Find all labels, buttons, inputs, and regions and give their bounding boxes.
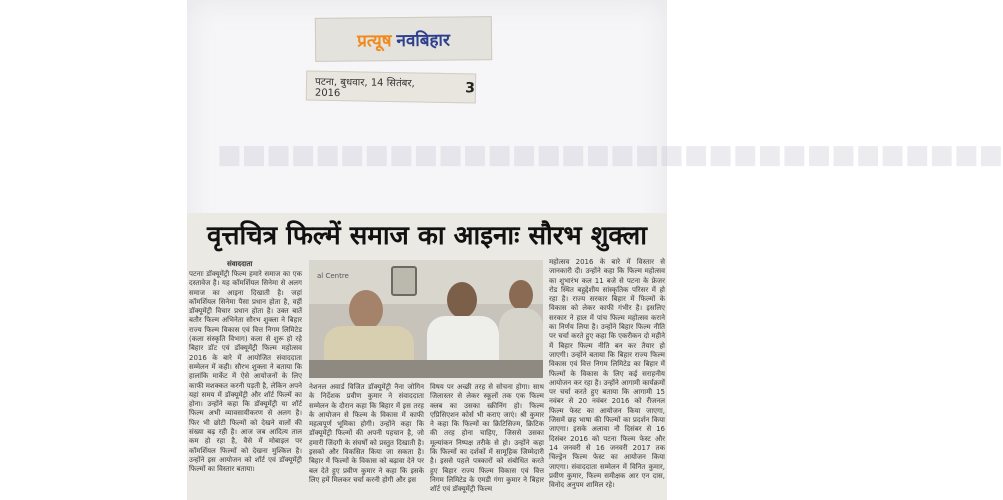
dateline-text: पटना, बुधवार, 14 सितंबर, 2016 xyxy=(314,76,415,99)
article-column-1: पटनाः डॉक्यूमेंट्री फिल्म हमारे समाज का एक दस्तावेज है। यह कॉमर्शियल सिनेमा से अलग समाज का आइना दिखाती है। जहां कॉमर्शियल सिनेमा पैसा प्रधान होता है, वहीं डॉक्यूमेंट्री विचार प्रधान होता है। उक्त बातें बतौर फिल्म अभिनेता सौरभ शुक्ला ने बिहार राज्य फिल्म विकास एवं वित्त निगम लिमिटेड (कला संस्कृति विभाग) कला से शुरू हो रहे बिहार डॉट एवं डॉक्यूमेंट्री फिल्म महोत्सव 2016 के बारे में आयोजित संवाददाता सम्मेलन में कही। सौरभ शुक्ला ने बताया कि हालांकि मार्केट में ऐसे आयोजनों के लिए काफी मशक्कत करनी पड़ती है, लेकिन अपने यहां समय में डॉक्यूमेंट्री और शॉर्ट फिल्में का होना। उन्होंने कहा कि डॉक्यूमेंट्री या शॉर्ट फिल्म अभी व्यावसायीकरण से अलग है। फिर भी छोटी फिल्मों को देखने वालों की संख्या बढ़ रही है। आज जब आदित्य ताल कम हो रहा है, वैसे में मोबाइल पर कॉमर्शियल फिल्मों को देखना मुश्किल है। उन्होंने इस आयोजन को शॉर्ट एवं डॉक्यूमेंट्री फिल्मों का विस्तार बताया। xyxy=(189,270,302,474)
conference-table xyxy=(309,360,543,378)
article-clipping xyxy=(187,213,667,500)
masthead-part1: प्रत्यूष xyxy=(357,30,392,51)
press-conference-photo xyxy=(309,260,543,378)
newspaper-masthead xyxy=(315,16,492,62)
dateline xyxy=(306,71,476,104)
article-headline: वृत्तचित्र फिल्में समाज का आइनाः सौरभ शुक्ला xyxy=(207,221,647,251)
article-column-2: नेशनल अवार्ड विजित डॉक्यूमेंट्री नैना जोगिन के निर्देशक प्रवीण कुमार ने संवाददाता सम्मेलन के दौरान कहा कि बिहार में इस तरह के आयोजन से फिल्म के विकास में काफी महत्वपूर्ण भूमिका होगी। उन्होंने कहा कि डॉक्यूमेंट्री फिल्मों की अपनी पहचान है, जो हमारी जिंदगी के संघर्षों को प्रस्तुत दिखाती है। इसको और विकसित किया जा सकता है। बिहार में फिल्मों के विकास को बढ़ावा देने पर बल देते हुए प्रवीण कुमार ने कहा कि इसके लिए हमें मिलकर चर्चा करनी होगी और इस xyxy=(309,383,424,484)
page-number: 3 xyxy=(465,80,476,97)
article-column-3: विषय पर अच्छी तरह से सोचना होगा। साथ जिलास्तर से लेकर स्कूलों तक एक फिल्म क्लब का उसका स्क्रीनिंग हो। फिल्म एप्रिसिएशन कोर्स भी कराए जाएं। श्री कुमार ने कहा कि फिल्मों का क्रिटिसिज्म, क्रिटिक की तरह होना चाहिए, जिससे उसका मूल्यांकन निष्पक्ष तरीके से हो। उन्होंने कहा कि फिल्मों का दर्शकों में सामूहिक जिम्मेदारी है। इससे पहले पत्रकारों को संबोधित करते हुए बिहार राज्य फिल्म विकास एवं वित्त निगम लिमिटेड के एमडी गंगा कुमार ने बिहार शॉर्ट एवं डॉक्यूमेंट्री फिल्म xyxy=(430,383,544,494)
bleed-through-text: ■■■■■■■■■■■■■■■■■■■■■■■■■■■■■■■■ xyxy=(217,140,1003,170)
article-byline: संवाददाता xyxy=(227,260,253,268)
masthead-part2: नवबिहार xyxy=(396,30,450,51)
article-column-4: महोत्सव 2016 के बारे में विस्तार से जानकारी दी। उन्होंने कहा कि फिल्म महोत्सव का शुभारंभ कल 11 बजे से पटना के फ्रेजर रोड स्थित बहुद्देशीय सांस्कृतिक परिसर में हो रहा है। राज्य सरकार बिहार में फिल्मों के विकास को लेकर काफी गंभीर है। इसलिए सरकार ने हाल में पांच फिल्म महोत्सव कराने का निर्णय लिया है। उन्होंने बिहार फिल्म नीति पर चर्चा करते हुए कहा कि एकरीकन दो महीने में बिहार फिल्म नीति बन कर तैयार हो जाएगी। उन्होंने बताया कि बिहार राज्य फिल्म विकास एवं वित्त निगम लिमिटेड का बिहार में फिल्मों के विकास के लिए कई सराहनीय आयोजन कर रहा है। उन्होंने आगामी कार्यक्रमों पर चर्चा करते हुए बताया कि आगामी 15 नवंबर से 20 नवंबर 2016 को रीजनल फिल्म फेस्ट का आयोजन किया जाएगा, जिसमें छह भाषा की फिल्मों का प्रदर्शन किया जाएगा। इसके अलावा नौ दिसंबर से 16 दिसंबर 2016 को पटना फिल्म फेस्ट और 14 जनवरी से 16 जनवरी 2017 तक चिल्ड्रेन फिल्म फेस्ट का आयोजन किया जाएगा। संवाददाता सम्मेलन में विनित कुमार, प्रवीण कुमार, फिल्म समीक्षक आर एन दास, विनोद अनुपम शामिल रहे। xyxy=(549,258,665,490)
photo-backdrop-banner xyxy=(309,260,543,304)
photo-banner-text: al Centre xyxy=(317,272,349,280)
banner-logo-icon xyxy=(391,266,417,296)
